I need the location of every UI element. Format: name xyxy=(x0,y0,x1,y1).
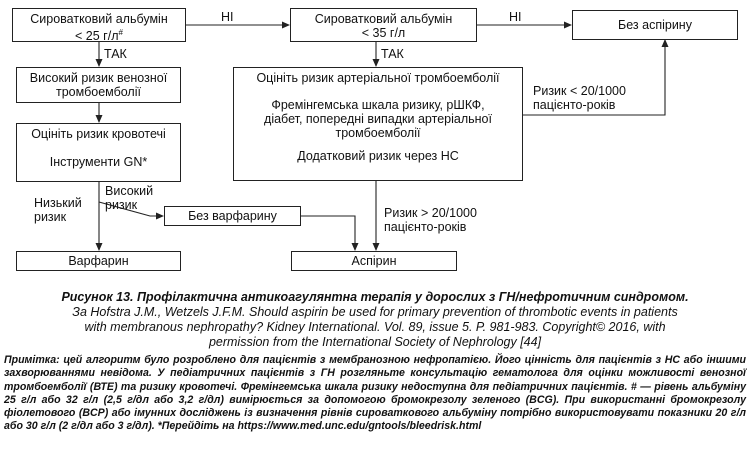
no-warfarin-box xyxy=(164,206,301,226)
label-no-2: НІ xyxy=(509,10,522,24)
arterial-body-line3: тромбоемболії xyxy=(335,126,421,140)
high-venous-line1: Високий ризик венозної xyxy=(29,71,168,85)
albumin-25-line1: Сироватковий альбумін xyxy=(30,12,168,26)
arterial-body-line2: діабет, попередні випадки артеріальної xyxy=(264,112,492,126)
label-no-1: НІ xyxy=(221,10,234,24)
label-risk-low-1000: Ризик < 20/1000 пацієнто-років xyxy=(533,84,626,112)
albumin-25-box xyxy=(12,8,186,42)
high-venous-line2: тромбоемболії xyxy=(56,85,141,99)
arterial-extra-risk: Додатковий ризик через НС xyxy=(297,149,459,163)
label-yes-1: ТАК xyxy=(104,47,127,61)
label-risk-high-1000: Ризик > 20/1000 пацієнто-років xyxy=(384,206,477,234)
label-high-risk: Високий ризик xyxy=(105,184,154,212)
bleeding-risk-box xyxy=(16,123,181,182)
high-venous-risk-box xyxy=(16,67,181,103)
no-warfarin-text: Без варфарину xyxy=(188,209,277,223)
bleeding-title: Оцініть ризик кровотечі xyxy=(31,127,166,141)
arterial-risk-box xyxy=(233,67,523,181)
label-low-risk: Низький ризик xyxy=(34,196,82,224)
albumin-35-line2: < 35 г/л xyxy=(361,26,406,40)
hash-footnote-mark: # xyxy=(118,28,123,37)
arrow-nowarfarin-to-aspirin xyxy=(301,216,355,250)
albumin-35-box xyxy=(290,8,477,42)
caption-line4: permission from the International Society of Nephrology [44] xyxy=(208,335,542,349)
caption-line3: with membranous nephropathy? Kidney International. Vol. 89, issue 5. P. 981-983. Copyright© 2016, with xyxy=(84,320,666,334)
aspirin-box xyxy=(291,251,457,271)
bleeding-tools: Інструменти GN* xyxy=(49,155,148,169)
arterial-title: Оцініть ризик артеріальної тромбоемболії xyxy=(256,71,500,85)
warfarin-box xyxy=(16,251,181,271)
albumin-35-line1: Сироватковий альбумін xyxy=(314,12,453,26)
caption-title: Рисунок 13. Профілактична антикоагулянтна терапія у дорослих з ГН/нефротичним синдромом. xyxy=(61,290,689,304)
figure-caption xyxy=(0,290,750,350)
label-yes-2: ТАК xyxy=(381,47,404,61)
aspirin-text: Аспірин xyxy=(351,254,397,268)
warfarin-text: Варфарин xyxy=(68,254,129,268)
caption-line2: За Hofstra J.M., Wetzels J.F.M. Should aspirin be used for primary prevention of thrombotic events in patients xyxy=(72,305,678,319)
no-aspirin-text: Без аспірину xyxy=(618,18,692,32)
figure-note: Примітка: цей алгоритм було розроблено для пацієнтів з мембранозною нефропатією. Його цінність для пацієнтів з НС або іншими захворюваннями невідома. У педіатричних пацієнтів з ГН розгляньте консультацію гематолога для оцінки можливості венозної тромбоемболії (ВТЕ) та ризику кровотечі. Фремінгемська шкала ризику недоступна для педіатричних пацієнтів. # — рівень альбуміну 25 г/л або 32 г/л (2,5 г/дл або 3,2 г/дл) вимірюється за допомогою бромокрезолу зеленого (BCG). При використанні бромокрезолу фіолетового (BCP) або імунних досліджень із визначення рівнів сироваткового альбуміну потрібно використовувати показники 20 г/л або 30 г/л (2 г/дл або 3 г/дл). *Перейдіть на https://www.med.unc.edu/gntools/bleedrisk.html xyxy=(4,354,746,433)
arterial-body-line1: Фремінгемська шкала ризику, рШКФ, xyxy=(271,98,485,112)
no-aspirin-box xyxy=(572,10,738,40)
albumin-25-line2: < 25 г/л# xyxy=(75,28,123,44)
